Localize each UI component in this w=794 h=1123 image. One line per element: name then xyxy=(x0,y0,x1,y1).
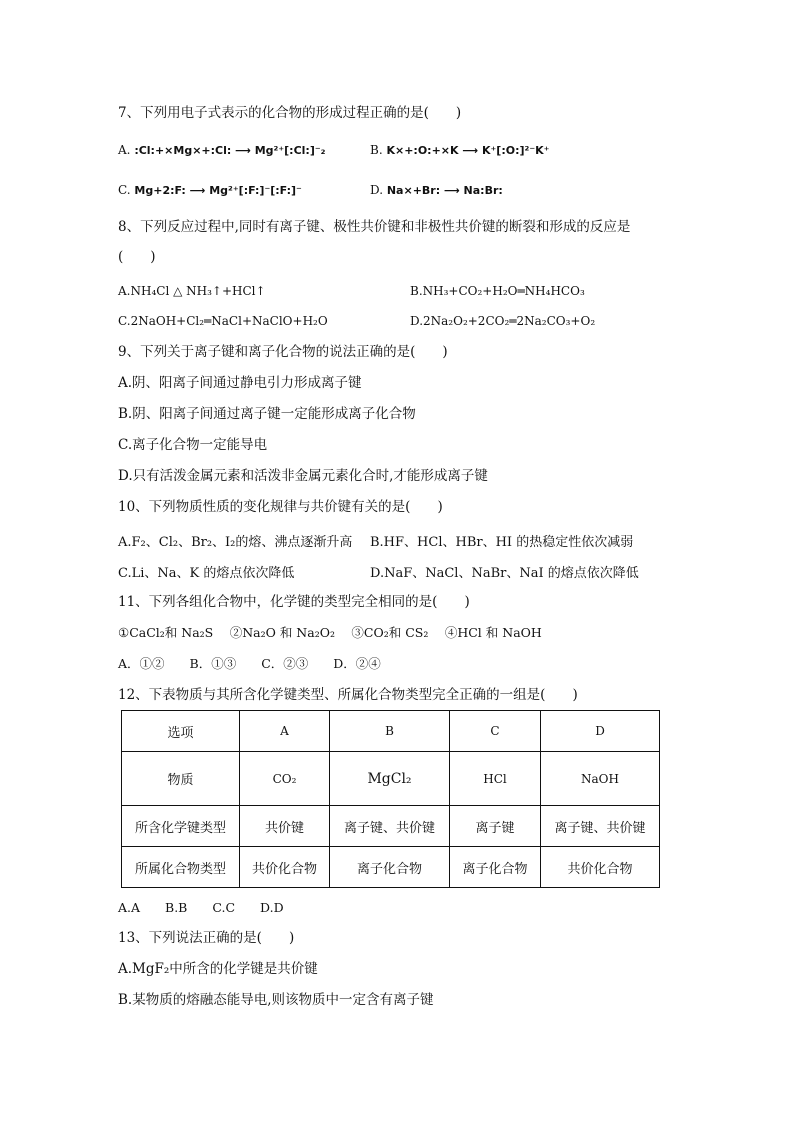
q10-option-b[interactable]: B.HF、HCl、HBr、HI 的热稳定性依次减弱 xyxy=(370,535,634,550)
q10-option-d[interactable]: D.NaF、NaCl、NaBr、NaI 的熔点依次降低 xyxy=(370,566,639,581)
q7-option-b-label: B. xyxy=(370,143,383,157)
q12-options[interactable]: A.A B.B C.C D.D xyxy=(118,900,284,915)
table-cell: 离子化合物 xyxy=(330,847,450,888)
table-header-row xyxy=(122,711,660,752)
q7-option-b-formula: K×+:O:+×K ⟶ K⁺[:O:]²⁻K⁺ xyxy=(386,144,550,157)
table-cell: 所属化合物类型 xyxy=(122,847,240,888)
table-cell: CO₂ xyxy=(240,752,330,806)
q9-option-c[interactable]: C.离子化合物一定能导电 xyxy=(118,437,268,453)
table-row xyxy=(122,847,660,888)
table-cell: NaOH xyxy=(541,752,660,806)
q8-option-d[interactable]: D.2Na₂O₂+2CO₂═2Na₂CO₃+O₂ xyxy=(410,314,596,328)
q9-stem: 9、下列关于离子键和离子化合物的说法正确的是( ) xyxy=(118,344,448,360)
q7-option-a-formula: :Cl:+×Mg×+:Cl: ⟶ Mg²⁺[:Cl:]⁻₂ xyxy=(134,144,326,157)
table-cell: HCl xyxy=(450,752,541,806)
table-cell: 共价化合物 xyxy=(240,847,330,888)
q12-stem: 12、下表物质与其所含化学键类型、所属化合物类型完全正确的一组是( ) xyxy=(118,687,578,703)
q7-option-c-label: C. xyxy=(118,183,131,197)
table-header-cell: B xyxy=(330,711,450,752)
q9-option-b[interactable]: B.阴、阳离子间通过离子键一定能形成离子化合物 xyxy=(118,406,416,422)
q9-option-d[interactable]: D.只有活泼金属元素和活泼非金属元素化合时,才能形成离子键 xyxy=(118,468,488,484)
q8-option-b[interactable]: B.NH₃+CO₂+H₂O═NH₄HCO₃ xyxy=(410,284,585,298)
q8-stem: 8、下列反应过程中,同时有离子键、极性共价键和非极性共价键的断裂和形成的反应是 xyxy=(118,219,631,235)
q7-option-c[interactable] xyxy=(118,183,302,197)
table-cell: 离子键、共价键 xyxy=(541,806,660,847)
table-header-cell: 选项 xyxy=(122,711,240,752)
q10-option-a[interactable]: A.F₂、Cl₂、Br₂、I₂的熔、沸点逐渐升高 xyxy=(118,535,353,550)
q11-stem: 11、下列各组化合物中，化学键的类型完全相同的是( ) xyxy=(118,594,470,610)
q8-stem-paren: ( ) xyxy=(118,249,156,265)
q7-option-c-formula: Mg+2:F: ⟶ Mg²⁺[:F:]⁻[:F:]⁻ xyxy=(134,184,302,197)
q11-options[interactable]: A．①② B．①③ C．②③ D．②④ xyxy=(118,656,381,671)
table-cell: 离子键、共价键 xyxy=(330,806,450,847)
table-header-cell: D xyxy=(541,711,660,752)
q7-option-d[interactable] xyxy=(370,183,503,197)
q7-option-a-label: A. xyxy=(118,143,131,157)
table-header-cell: C xyxy=(450,711,541,752)
q13-option-a[interactable]: A.MgF₂中所含的化学键是共价键 xyxy=(118,961,318,977)
table-cell: 所含化学键类型 xyxy=(122,806,240,847)
table-cell: 物质 xyxy=(122,752,240,806)
table-row xyxy=(122,752,660,806)
q10-option-c[interactable]: C.Li、Na、K 的熔点依次降低 xyxy=(118,566,295,581)
q11-items: ①CaCl₂和 Na₂S ②Na₂O 和 Na₂O₂ ③CO₂和 CS₂ ④HCl 和 NaOH xyxy=(118,625,542,640)
table-cell: MgCl₂ xyxy=(330,752,450,806)
table-cell: 共价化合物 xyxy=(541,847,660,888)
table-cell: 离子键 xyxy=(450,806,541,847)
q12-table xyxy=(121,710,660,888)
q7-option-d-formula: Na×+Br: ⟶ Na:Br: xyxy=(386,184,503,197)
q10-stem: 10、下列物质性质的变化规律与共价键有关的是( ) xyxy=(118,499,443,515)
q7-option-d-label: D. xyxy=(370,183,384,197)
q7-option-b[interactable] xyxy=(370,143,549,157)
q7-option-a[interactable] xyxy=(118,143,325,157)
table-cell: 共价键 xyxy=(240,806,330,847)
q8-option-c[interactable]: C.2NaOH+Cl₂═NaCl+NaClO+H₂O xyxy=(118,314,328,328)
q7-stem: 7、下列用电子式表示的化合物的形成过程正确的是( ) xyxy=(118,105,462,121)
q8-option-a[interactable]: A.NH₄Cl △ NH₃↑+HCl↑ xyxy=(118,284,266,298)
q9-option-a[interactable]: A.阴、阳离子间通过静电引力形成离子键 xyxy=(118,375,362,391)
table-cell: 离子化合物 xyxy=(450,847,541,888)
table-header-cell: A xyxy=(240,711,330,752)
table-row xyxy=(122,806,660,847)
q13-stem: 13、下列说法正确的是( ) xyxy=(118,930,295,946)
q13-option-b[interactable]: B.某物质的熔融态能导电,则该物质中一定含有离子键 xyxy=(118,992,434,1008)
